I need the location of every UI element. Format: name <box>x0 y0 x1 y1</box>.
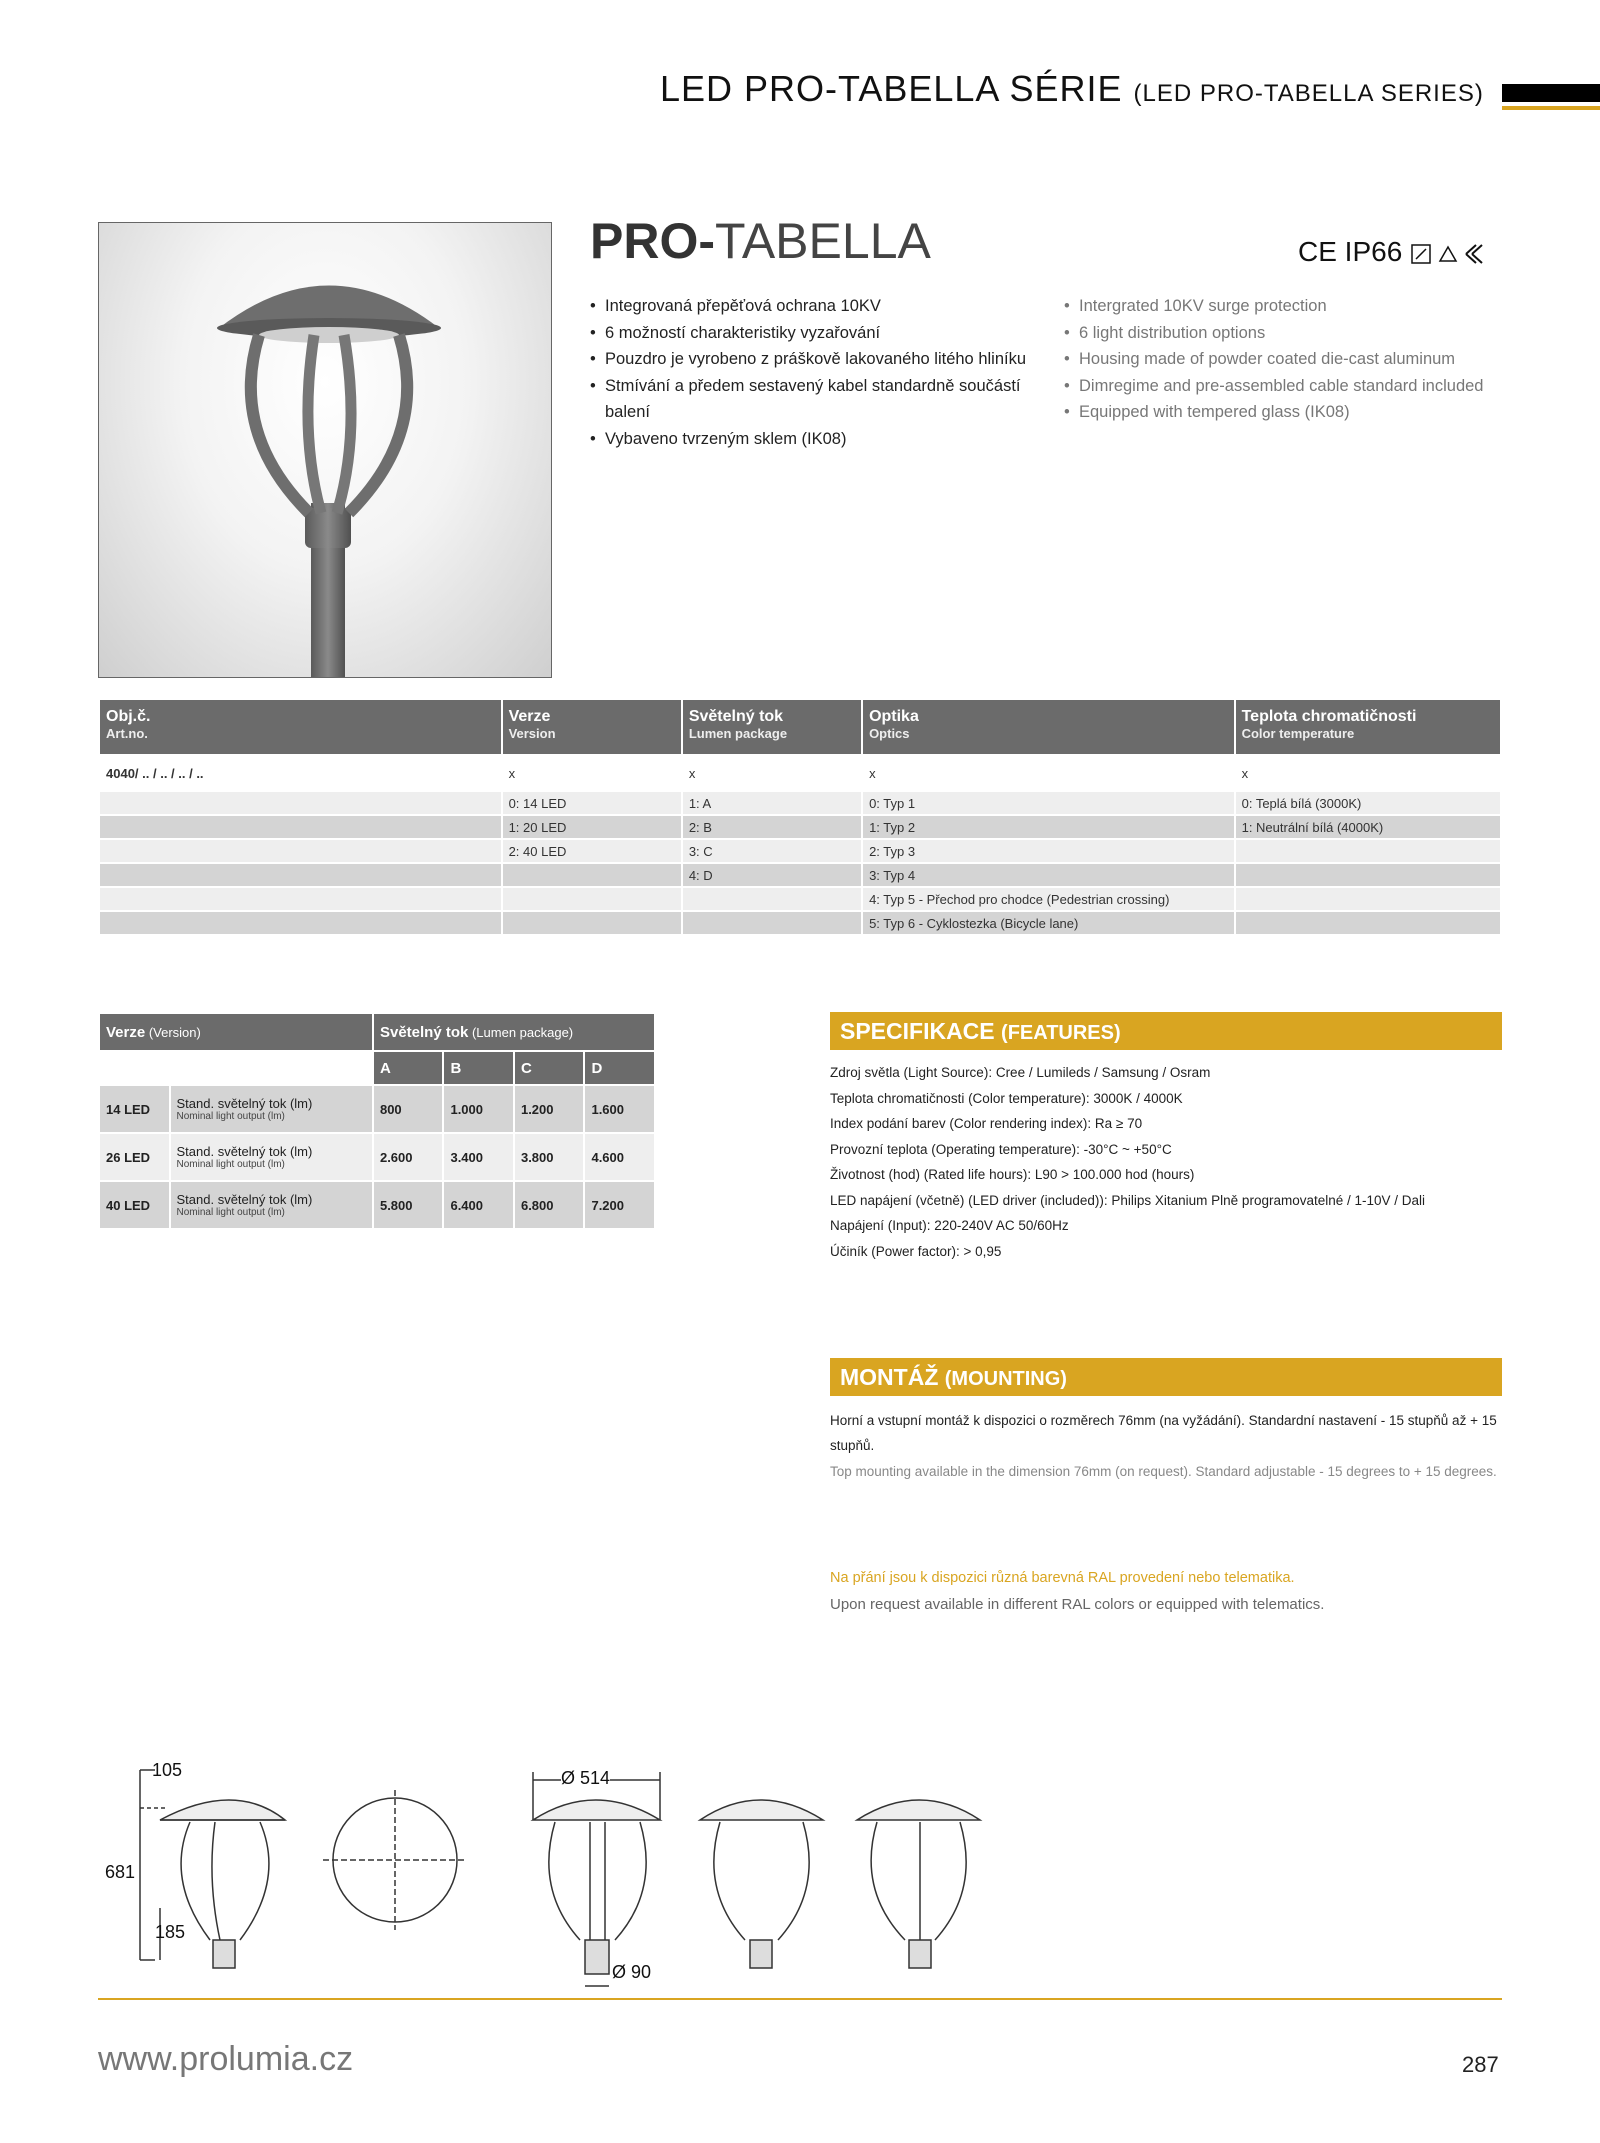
spec-item: Napájení (Input): 220-240V AC 50/60Hz <box>830 1218 1069 1233</box>
letter-cell: A <box>374 1052 443 1084</box>
value-cell: 3.800 <box>515 1134 584 1180</box>
product-name <box>590 212 931 270</box>
lumen-package-table <box>98 1012 656 1230</box>
table-cell <box>100 864 501 886</box>
value-cell: 1.600 <box>585 1086 654 1132</box>
dim-185: 185 <box>155 1922 186 1942</box>
features-list-english <box>1064 293 1504 426</box>
value-cell: 7.200 <box>585 1182 654 1228</box>
letter-cell: C <box>515 1052 584 1084</box>
table-cell: 3: Typ 4 <box>863 864 1234 886</box>
product-photo <box>98 222 552 678</box>
street-lamp-image <box>99 223 551 677</box>
series-subtitle: (LED PRO-TABELLA SERIES) <box>1133 80 1484 107</box>
led-count-cell: 26 LED <box>100 1134 169 1180</box>
blank-cell <box>100 1052 372 1084</box>
bullet-item: • Stmívání a předem sestavený kabel standardně součástí balení <box>590 373 1030 426</box>
table-cell: 0: Teplá bílá (3000K) <box>1236 792 1500 814</box>
page-number: 287 <box>1462 2052 1499 2077</box>
table-cell: 4: D <box>683 864 861 886</box>
table-cell: 2: B <box>683 816 861 838</box>
value-cell: 4.600 <box>585 1134 654 1180</box>
table-header-row <box>100 1014 654 1050</box>
bullet-item: • Housing made of powder coated die-cast aluminum <box>1064 346 1504 373</box>
spec-item: Teplota chromatičnosti (Color temperature): 3000K / 4000K <box>830 1090 1183 1106</box>
table-row <box>100 864 1500 886</box>
bullet-item: • Vybaveno tvrzeným sklem (IK08) <box>590 426 1030 453</box>
table-cell: 1: Neutrální bílá (4000K) <box>1236 816 1500 838</box>
table-cell <box>503 888 681 910</box>
table-header-row <box>100 700 1500 754</box>
table-cell <box>100 816 501 838</box>
spec-item: LED napájení (včetně) (LED driver (included)): Philips Xitanium Plně programovatelné / 1-10V / Dali <box>830 1192 1426 1208</box>
table-cell: 4040/ .. / .. / .. / .. <box>100 756 501 790</box>
table-cell <box>1236 888 1500 910</box>
spec-item: Zdroj světla (Light Source): Cree / Lumileds / Samsung / Osram <box>830 1065 1211 1080</box>
bullet-item: • Dimregime and pre-assembled cable standard included <box>1064 373 1504 400</box>
page-header-title <box>660 68 1484 110</box>
table-row <box>100 1182 654 1228</box>
table-cell <box>683 912 861 934</box>
desc-cell: Stand. světelný tok (lm) Nominal light output (lm) <box>171 1086 372 1132</box>
table-cell: 0: 14 LED <box>503 792 681 814</box>
dim-514: Ø 514 <box>561 1768 611 1788</box>
table-cell: 2: Typ 3 <box>863 840 1234 862</box>
table-cell <box>683 888 861 910</box>
features-list-czech <box>590 293 1030 452</box>
header-lumen: Světelný tok (Lumen package) <box>374 1014 654 1050</box>
product-name-rest: TABELLA <box>715 213 931 269</box>
led-count-cell: 14 LED <box>100 1086 169 1132</box>
header-color-temp: Teplota chromatičnosti Color temperature <box>1236 700 1500 754</box>
mounting-text-english: Top mounting available in the dimension 76mm (on request). Standard adjustable - 15 degrees to + 15 degrees. <box>830 1464 1497 1479</box>
table-cell: 1: A <box>683 792 861 814</box>
table-cell <box>100 888 501 910</box>
header-art-no: Obj.č. Art.no. <box>100 700 501 754</box>
table-row <box>100 1086 654 1132</box>
desc-cell: Stand. světelný tok (lm) Nominal light output (lm) <box>171 1182 372 1228</box>
letter-cell: D <box>585 1052 654 1084</box>
table-letter-row <box>100 1052 654 1084</box>
table-row <box>100 912 1500 934</box>
spec-item: Životnost (hod) (Rated life hours): L90 > 100.000 hod (hours) <box>830 1167 1195 1182</box>
mounting-text-czech: Horní a vstupní montáž k dispozici o rozměrech 76mm (na vyžádání). Standardní nastavení - 15 stupňů až + 15 stupňů. <box>830 1413 1497 1453</box>
table-cell <box>503 912 681 934</box>
header-optics: Optika Optics <box>863 700 1234 754</box>
table-cell <box>100 840 501 862</box>
bullet-item: • 6 light distribution options <box>1064 320 1504 347</box>
cert-symbols-icon <box>1410 241 1490 267</box>
table-cell: x <box>683 756 861 790</box>
header-gold-bar <box>1502 106 1600 110</box>
value-cell: 6.800 <box>515 1182 584 1228</box>
mounting-heading: MONTÁŽ (MOUNTING) <box>830 1358 1502 1396</box>
table-row <box>100 888 1500 910</box>
product-name-bold: PRO- <box>590 213 715 269</box>
bullet-item: • Equipped with tempered glass (IK08) <box>1064 399 1504 426</box>
spec-item: Index podání barev (Color rendering index): Ra ≥ 70 <box>830 1116 1143 1131</box>
table-row <box>100 756 1500 790</box>
footer-divider <box>98 1998 1502 2000</box>
table-cell: 2: 40 LED <box>503 840 681 862</box>
table-cell: 5: Typ 6 - Cyklostezka (Bicycle lane) <box>863 912 1234 934</box>
table-cell: 3: C <box>683 840 861 862</box>
value-cell: 5.800 <box>374 1182 443 1228</box>
bullet-item: • Integrovaná přepěťová ochrana 10KV <box>590 293 1030 320</box>
table-cell: 1: 20 LED <box>503 816 681 838</box>
table-cell <box>100 792 501 814</box>
ce-ip66-text: CE IP66 <box>1298 236 1403 267</box>
value-cell: 800 <box>374 1086 443 1132</box>
header-lumen: Světelný tok Lumen package <box>683 700 861 754</box>
bullet-item: • 6 možností charakteristiky vyzařování <box>590 320 1030 347</box>
letter-cell: B <box>444 1052 513 1084</box>
footer-website[interactable]: www.prolumia.cz <box>98 2040 354 2078</box>
table-cell <box>100 912 501 934</box>
table-row <box>100 792 1500 814</box>
dim-681: 681 <box>105 1862 136 1882</box>
table-cell <box>1236 912 1500 934</box>
table-row <box>100 1134 654 1180</box>
spec-item: Účiník (Power factor): > 0,95 <box>830 1243 1002 1259</box>
ral-note-czech: Na přání jsou k dispozici různá barevná RAL provedení nebo telematika. <box>830 1570 1295 1586</box>
table-cell <box>503 864 681 886</box>
table-cell: 4: Typ 5 - Přechod pro chodce (Pedestrian crossing) <box>863 888 1234 910</box>
table-cell <box>1236 840 1500 862</box>
dim-105: 105 <box>152 1760 183 1780</box>
ral-note-english: Upon request available in different RAL colors or equipped with telematics. <box>830 1596 1325 1613</box>
table-cell: x <box>503 756 681 790</box>
bullet-item: • Intergrated 10KV surge protection <box>1064 293 1504 320</box>
technical-drawings <box>95 1760 995 2000</box>
bullet-item: • Pouzdro je vyrobeno z práškově lakovaného litého hliníku <box>590 346 1030 373</box>
table-cell: 1: Typ 2 <box>863 816 1234 838</box>
value-cell: 1.200 <box>515 1086 584 1132</box>
table-cell: x <box>863 756 1234 790</box>
dim-90: Ø 90 <box>612 1962 652 1982</box>
value-cell: 2.600 <box>374 1134 443 1180</box>
header-version: Verze Version <box>503 700 681 754</box>
table-cell: x <box>1236 756 1500 790</box>
dimension-drawing-icon <box>95 1760 995 2000</box>
value-cell: 3.400 <box>444 1134 513 1180</box>
table-row <box>100 840 1500 862</box>
table-cell: 0: Typ 1 <box>863 792 1234 814</box>
table-cell <box>1236 864 1500 886</box>
certification-marks <box>1298 236 1490 268</box>
led-count-cell: 40 LED <box>100 1182 169 1228</box>
series-title: LED PRO-TABELLA SÉRIE <box>660 68 1123 109</box>
desc-cell: Stand. světelný tok (lm) Nominal light output (lm) <box>171 1134 372 1180</box>
spec-item: Provozní teplota (Operating temperature): -30°C ~ +50°C <box>830 1141 1172 1157</box>
value-cell: 6.400 <box>444 1182 513 1228</box>
table-row <box>100 816 1500 838</box>
specification-list <box>830 1060 1502 1264</box>
header-version: Verze (Version) <box>100 1014 372 1050</box>
header-black-bar <box>1502 84 1600 102</box>
order-code-table <box>98 698 1502 936</box>
specification-heading: SPECIFIKACE (FEATURES) <box>830 1012 1502 1050</box>
value-cell: 1.000 <box>444 1086 513 1132</box>
